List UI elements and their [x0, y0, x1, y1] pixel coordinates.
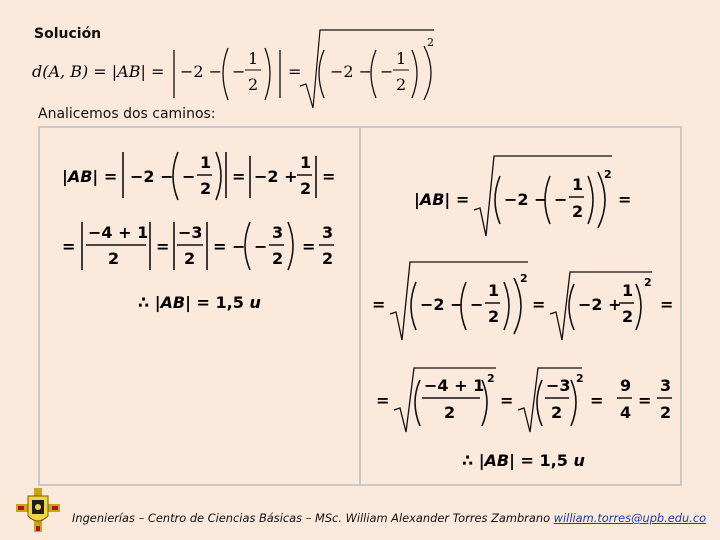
svg-text:2: 2 — [551, 403, 563, 422]
svg-text:2: 2 — [322, 249, 334, 268]
subheading: Analicemos dos caminos: — [38, 106, 216, 122]
svg-text:2: 2 — [248, 75, 259, 94]
svg-text:−: − — [182, 167, 196, 186]
svg-text:−: − — [254, 237, 268, 256]
svg-text:=: = — [500, 391, 514, 410]
svg-text:−2 +: −2 + — [254, 167, 298, 186]
svg-text:2: 2 — [660, 403, 672, 422]
svg-text:−4 + 1: −4 + 1 — [88, 223, 149, 242]
section-heading: Solución — [34, 26, 102, 42]
svg-text:2: 2 — [272, 249, 284, 268]
svg-text:−3: −3 — [546, 376, 571, 395]
svg-text:=: = — [618, 190, 632, 209]
svg-text:2: 2 — [572, 202, 584, 221]
footer-text: Ingenierías – Centro de Ciencias Básicas – MSc. William Alexander Torres Zambrano — [72, 511, 554, 525]
svg-text:−2 −: −2 − — [504, 190, 548, 209]
left-panel-math — [60, 148, 350, 318]
svg-text:2: 2 — [184, 249, 196, 268]
svg-text:−4 + 1: −4 + 1 — [424, 376, 485, 395]
svg-text:−3: −3 — [178, 223, 203, 242]
svg-text:1: 1 — [396, 49, 407, 68]
svg-text:9: 9 — [620, 376, 632, 395]
frame-divider — [359, 126, 361, 486]
svg-text:=: = — [302, 237, 316, 256]
footer-credit — [72, 511, 706, 525]
svg-text:2: 2 — [487, 372, 495, 385]
svg-text:|AB| =: |AB| = — [414, 190, 470, 209]
svg-text:1: 1 — [622, 281, 634, 300]
svg-text:∴ |AB| = 1,5 u: ∴ |AB| = 1,5 u — [462, 451, 585, 470]
svg-text:−2 −: −2 − — [420, 295, 464, 314]
svg-text:1: 1 — [572, 175, 584, 194]
svg-text:|AB| =: |AB| = — [62, 167, 118, 186]
svg-text:−2 −: −2 − — [130, 167, 174, 186]
svg-text:−2 +: −2 + — [578, 295, 622, 314]
svg-text:=: = — [372, 295, 386, 314]
svg-text:∴ |AB| = 1,5 u: ∴ |AB| = 1,5 u — [138, 293, 261, 312]
svg-text:=: = — [288, 62, 302, 81]
svg-text:=: = — [232, 167, 246, 186]
svg-text:= −: = − — [213, 237, 246, 256]
svg-text:−: − — [554, 190, 568, 209]
svg-text:d(A, B) = |AB| =: d(A, B) = |AB| = — [32, 62, 165, 81]
university-logo — [14, 486, 62, 534]
svg-text:=: = — [322, 167, 336, 186]
svg-text:−: − — [232, 62, 246, 81]
svg-text:2: 2 — [604, 168, 612, 181]
svg-text:2: 2 — [622, 307, 634, 326]
right-panel-math — [370, 150, 680, 475]
svg-text:=: = — [660, 295, 674, 314]
svg-text:1: 1 — [248, 49, 259, 68]
svg-text:=: = — [638, 391, 652, 410]
svg-text:4: 4 — [620, 403, 632, 422]
svg-text:=: = — [376, 391, 390, 410]
footer-email-link[interactable]: william.torres@upb.edu.co — [553, 511, 707, 525]
svg-text:−: − — [470, 295, 484, 314]
svg-text:2: 2 — [108, 249, 120, 268]
svg-text:−: − — [380, 62, 394, 81]
svg-text:2: 2 — [444, 403, 456, 422]
svg-text:1: 1 — [300, 153, 312, 172]
svg-text:−2 −: −2 − — [180, 62, 223, 81]
svg-text:2: 2 — [644, 276, 652, 289]
svg-text:=: = — [156, 237, 170, 256]
svg-text:3: 3 — [322, 223, 334, 242]
svg-text:=: = — [590, 391, 604, 410]
svg-text:2: 2 — [576, 372, 584, 385]
svg-text:2: 2 — [427, 36, 434, 49]
svg-text:2: 2 — [520, 272, 528, 285]
svg-text:3: 3 — [660, 376, 672, 395]
svg-text:=: = — [532, 295, 546, 314]
svg-text:1: 1 — [488, 281, 500, 300]
svg-text:−2 −: −2 − — [330, 62, 373, 81]
svg-text:2: 2 — [200, 179, 212, 198]
svg-text:3: 3 — [272, 223, 284, 242]
svg-text:1: 1 — [200, 153, 212, 172]
svg-text:2: 2 — [488, 307, 500, 326]
svg-text:2: 2 — [300, 179, 312, 198]
svg-text:2: 2 — [396, 75, 407, 94]
top-formula — [30, 20, 450, 115]
svg-text:=: = — [62, 237, 76, 256]
